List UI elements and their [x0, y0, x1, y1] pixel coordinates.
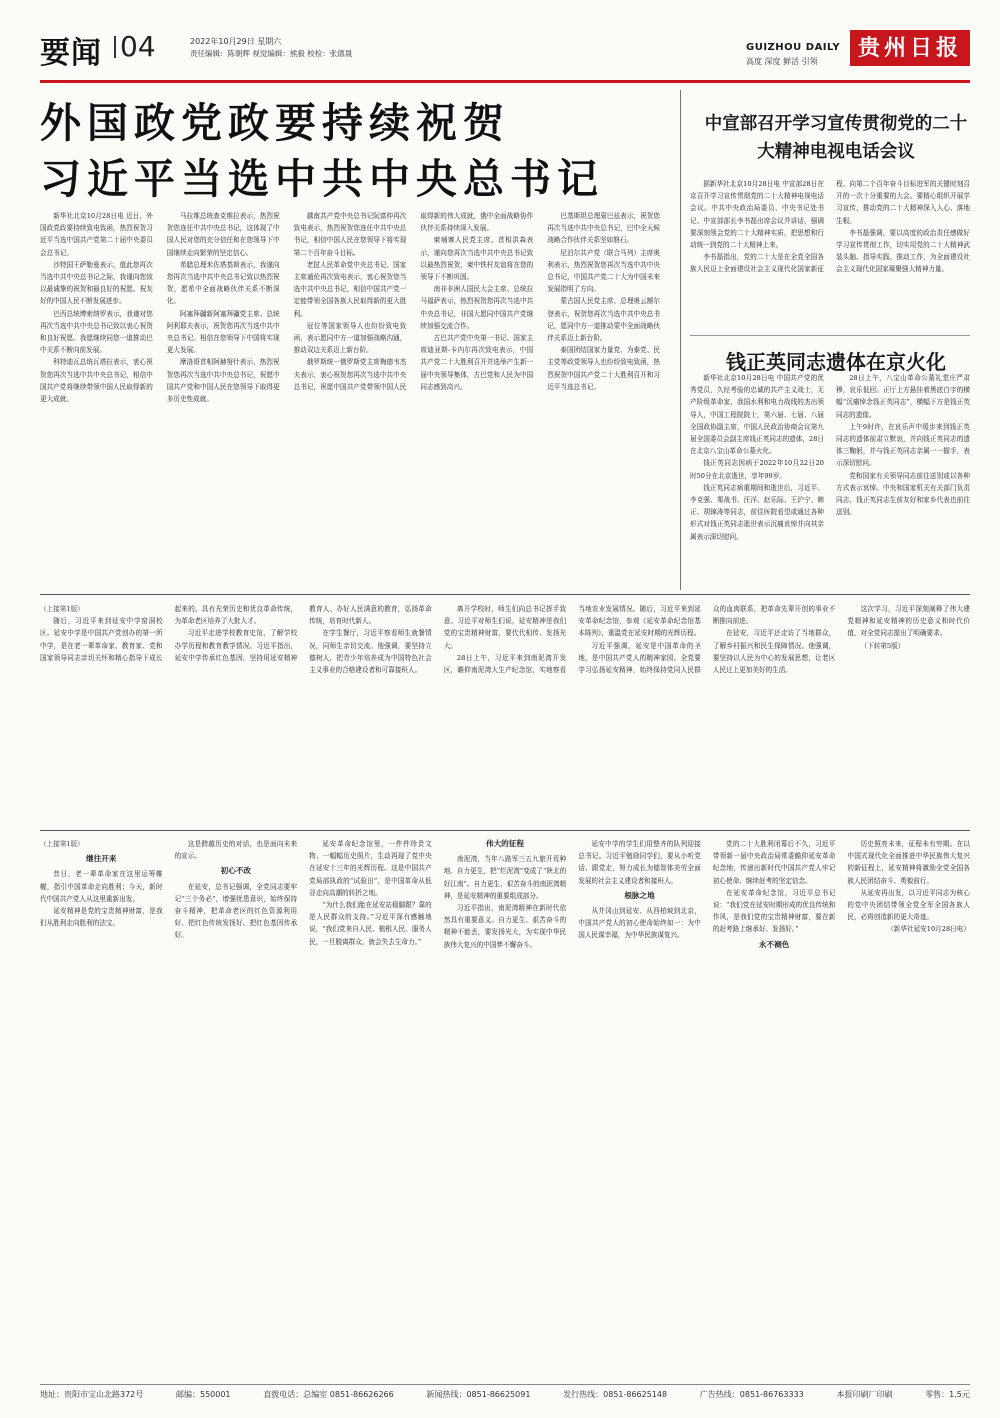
header-divider	[40, 80, 970, 83]
article-paragraph: 这次学习，习近平深刻阐释了伟大建党精神和延安精神的历史意义和时代价值，对全党同志提出了明确要求。	[847, 605, 970, 638]
continuation-article-1	[40, 603, 970, 823]
article-subhead: 伟大的征程	[485, 839, 524, 848]
article-subhead: 永不褪色	[758, 939, 790, 949]
article-paragraph: 据新华社北京10月28日电 中宣部28日在京召开学习宣传贯彻党的二十大精神电视电话会议。中共中央政治局委员、中央书记处书记、中宣部部长李书磊出席会议并讲话，强调要深刻领会党的二十大精神实质，把思想和行动统一到党的二十大精神上来。	[690, 180, 824, 250]
article-paragraph: （下转第5版）	[860, 641, 905, 650]
article-paragraph: 南泥湾，当年八路军三五九旅开荒种地、自力更生，把“烂泥湾”变成了“陕北的好江南”。自力更生、艰苦奋斗的南泥湾精神，是延安精神的重要组成部分。	[443, 855, 567, 900]
article-paragraph: 阿塞拜疆新阿塞拜疆党主席、总统阿利耶夫表示，祝贺您再次当选中共中央总书记。相信在您领导下中国将实现更大发展。	[166, 309, 280, 355]
brand-english-name: GUIZHOU DAILY	[746, 42, 841, 53]
article-paragraph: 老挝人民革命党中央总书记、国家主席通伦再次致电表示，衷心祝贺您当选中共中央总书记，相信中国共产党一定能带领全国各族人民取得新的更大胜利。	[293, 260, 407, 318]
article-subhead: 根脉之地	[624, 890, 655, 900]
article-paragraph: 沙特国王萨勒曼表示，值此您再次当选中共中央总书记之际，我谨向您致以最诚挚的祝贺和最良好的祝愿。祝友好的中国人民不断发展进步。	[40, 260, 153, 306]
footer-printer: 本报印刷厂印刷	[836, 1390, 893, 1399]
article-paragraph: 历史照亮未来，征程未有穷期。在以中国式现代化全面推进中华民族伟大复兴的新征程上，延安精神将激励全党全国各族人民团结奋斗、勇毅前行。	[847, 840, 970, 885]
footer-price: 零售：1.5元	[925, 1390, 970, 1399]
footer-ad-phone: 广告热线：0851-86763333	[699, 1390, 804, 1399]
footer	[40, 1389, 970, 1400]
article-paragraph: 习近平指出，南泥湾精神在新时代依然具有重要意义。自力更生、艰苦奋斗的精神不能丢，要发扬光大，为实现中华民族伟大复兴的中国梦不懈奋斗。	[443, 904, 567, 949]
sidebar-bottom-body	[690, 372, 970, 585]
article-paragraph: 延安革命纪念馆里，一件件珍贵文物、一幅幅历史照片，生动再现了党中央在延安十三年的光辉历程。这是中国共产党局部执政的“试验田”，是中国革命从低谷走向高潮的转折之地。	[309, 840, 432, 897]
article-paragraph: 李书磊指出，党的二十大是在全党全国各族人民迈上全面建设社会主义现代化国家新征程、向第二个百年奋斗目标进军的关键时刻召开的一次十分重要的大会。要精心组织开展学习宣传，推动党的二十大精神深入人心、落地生根。	[690, 180, 970, 274]
article-paragraph: 摩洛哥首相阿赫努什表示，热烈祝贺您再次当选中共中央总书记，祝愿中国共产党和中国人民在您领导下取得更多历史性成就。	[166, 358, 280, 404]
article-paragraph: 马拉维总统查克维拉表示，热烈祝贺您连任中共中央总书记，这体现了中国人民对您的充分信任和在您领导下中国继续走向繁荣的坚定信心。	[166, 212, 280, 257]
column-divider	[680, 90, 681, 590]
continuation-label: （上接第1版）	[40, 840, 84, 848]
article-paragraph: 在延安革命纪念馆，习近平总书记说：“我们党在延安时期形成的优良传统和作风，是我们党的宝贵精神财富，要在新的赶考路上继承好、发扬好。”	[712, 888, 836, 934]
lead-article-body	[40, 210, 660, 585]
article-paragraph: 28日上午，习近平来到南泥湾开发区，瞻仰南泥湾大生产纪念馆，实地察看当地农业发展情况。随后，习近平来到延安革命纪念馆，参观《延安革命纪念馆基本陈列》，重温党在延安时期的光辉历程。	[443, 605, 701, 675]
continuation-article-2	[40, 838, 970, 1376]
brand-slogan: 高度 深度 鲜活 引领	[746, 57, 818, 66]
article-paragraph: 离开学校时，师生们向总书记挥手致意。习近平对师生们说，延安精神是我们党的宝贵精神财富，要代代相传、发扬光大。	[443, 605, 567, 650]
article-paragraph: 昔日，老一辈革命家在这里运筹帷幄，指引中国革命走向胜利；今天，新时代中国共产党人从这里重新出发。	[40, 870, 163, 903]
article-paragraph: 尼泊尔共产党（联合马列）主席奥利表示，热烈祝贺您再次当选中共中央总书记，中国共产党二十大为中国未来发展指明了方向。	[547, 248, 660, 294]
footer-postcode: 邮编：550001	[175, 1390, 231, 1399]
lead-headline	[40, 95, 660, 207]
article-paragraph: 这是跨越历史的对话，也是面向未来的宣示。	[174, 840, 298, 861]
page-number-value: 04	[120, 30, 156, 63]
article-paragraph: 柬埔寨人民党主席、首相洪森表示，谨向您再次当选中共中央总书记致以最热烈祝贺，柬中铁杆友谊将在您的领导下不断巩固。	[420, 236, 534, 282]
article-paragraph: 习近平强调，延安是中国革命的圣地，是中国共产党人的精神家园。全党要学习弘扬延安精神，始终保持党同人民群众的血肉联系，把革命先辈开创的事业不断推向前进。	[578, 605, 836, 675]
article-paragraph: 越南共产党中央总书记阮富仲再次致电表示，热烈祝贺您连任中共中央总书记，相信中国人民在您领导下将实现第二个百年奋斗目标。	[293, 212, 407, 257]
article-subhead: 继往开来	[86, 854, 117, 864]
article-paragraph: 随后，习近平来到延安中学窑洞校区。延安中学是中国共产党创办的第一所中学，是在老一辈革命家、教育家、党和国家领导同志亲切关怀和精心指导下成长起来的。具有光荣历史和优良革命传统，为革命老区培养了大批人才。	[40, 605, 298, 662]
article-paragraph: 在延安，总书记强调，全党同志要牢记“三个务必”，增强忧患意识，始终保持奋斗精神，把革命老区的红色资源利用好、把红色传统发扬好、把红色基因传承好。	[174, 882, 298, 940]
article-paragraph: 李书磊强调，要以高度的政治责任感做好学习宣传贯彻工作，切实用党的二十大精神武装头脑、指导实践、推动工作，为全面建设社会主义现代化国家凝聚强大精神力量。	[836, 228, 970, 274]
article-paragraph: 巴基斯坦总理夏巴兹表示，祝贺您再次当选中共中央总书记，巴中全天候战略合作伙伴关系坚如磐石。	[547, 212, 660, 245]
article-paragraph: 蒙古国人民党主席、总理奥云额尔登表示，祝贺您再次当选中共中央总书记，愿同中方一道推动蒙中全面战略伙伴关系迈上新台阶。	[547, 297, 660, 343]
article-paragraph: 党和国家有关领导同志前往送别或以各种方式表示哀悼。中央和国家机关有关部门负责同志，钱正英同志生前友好和家乡代表也前往送别。	[836, 471, 970, 517]
footer-subscription-phone: 发行热线：0851-86625148	[563, 1390, 668, 1399]
section-divider	[40, 830, 970, 831]
article-paragraph: 在延安，习近平还走访了当地群众，了解乡村振兴和民生保障情况。他强调，要坚持以人民为中心的发展思想，让老区人民过上更加美好的生活。	[712, 629, 836, 675]
article-paragraph: 在学生餐厅，习近平察看师生就餐情况，同师生亲切交流。他强调，要坚持立德树人，把青少年培养成为中国特色社会主义事业的合格建设者和可靠接班人。	[309, 629, 432, 675]
page-number	[114, 30, 156, 63]
section-title: 要闻	[40, 36, 102, 71]
article-paragraph: 钱正英同志因病于2022年10月22日20时50分在北京逝世，享年99岁。	[690, 459, 824, 480]
masthead	[40, 28, 970, 74]
page-number-divider	[114, 36, 116, 58]
article-paragraph: 南非非洲人国民大会主席、总统拉马福萨表示，热烈祝贺您再次当选中共中央总书记，非国大愿同中国共产党继续加强交流合作。	[420, 285, 534, 330]
article-paragraph: 古巴共产党中央第一书记、国家主席迪亚斯-卡内尔再次致电表示，中国共产党二十大胜利召开并选举产生新一届中央领导集体，古巴党和人民为中国同志感到高兴。	[420, 334, 534, 391]
article-subhead: 初心不改	[220, 866, 252, 876]
article-paragraph: “为什么我们能在延安站稳脚跟？靠的是人民群众的支持。”习近平深有感触地说，“我们党来自人民、植根人民、服务人民，一旦脱离群众，就会失去生命力。”	[309, 901, 432, 946]
article-paragraph: 钱正英同志病重期间和逝世后，习近平、李克强、栗战书、汪洋、赵乐际、王沪宁、韩正、胡锦涛等同志，前往医院看望或通过各种形式对钱正英同志逝世表示沉痛哀悼并向其亲属表示深切慰问。	[690, 483, 824, 541]
newspaper-logo: 贵州日报	[850, 30, 970, 66]
sidebar-bottom-headline: 钱正英同志遗体在京火化	[726, 350, 946, 374]
lead-headline-line-2: 习近平当选中共中央总书记	[40, 155, 604, 203]
article-paragraph: 习近平走进学校教育史馆，了解学校办学历程和教育教学情况。习近平指出，延安中学传承红色基因，坚持用延安精神教育人、办好人民满意的教育，弘扬革命传统，培育时代新人。	[174, 605, 432, 662]
article-paragraph: 科特迪瓦总统瓦塔拉表示，衷心祝贺您再次当选中共中央总书记，相信中国共产党将继续带领中国人民取得新的更大成就。	[40, 358, 153, 404]
article-paragraph: 冠位等国家领导人也纷纷致电致函，表示愿同中方一道加强战略沟通，推动双边关系迈上新台阶。	[293, 321, 407, 355]
article-paragraph: 新华社北京10月28日电 近日，外国政党政要持续致电致函，热烈祝贺习近平当选中国共产党第二十届中央委员会总书记。	[40, 212, 153, 257]
article-paragraph: 巴西总统博索纳罗表示，我谨对您再次当选中共中央总书记致以衷心祝贺和良好祝愿。我愿继续同您一道推动巴中关系不断向前发展。	[40, 309, 153, 355]
article-paragraph: 28日上午，八宝山革命公墓礼堂庄严肃穆，哀乐低回。正厅上方悬挂着黑底白字的横幅“沉痛悼念钱正英同志”，横幅下方是钱正英同志的遗像。	[836, 374, 970, 419]
article-paragraph: 俄罗斯统一俄罗斯党主席梅德韦杰夫表示，衷心祝贺您再次当选中共中央总书记，祝愿中国共产党带领中国人民取得新的伟大成就，俄中全面战略协作伙伴关系持续深入发展。	[293, 212, 534, 391]
footer-divider	[40, 1384, 970, 1385]
article-paragraph: 泰国团结国家力量党、为泰党、民主党等政党领导人也纷纷致电致函，热烈祝贺中国共产党二十大胜利召开和习近平当选总书记。	[547, 346, 660, 391]
article-paragraph: 从延安再出发，以习近平同志为核心的党中央团结带领全党全军全国各族人民，必将创造新的更大奇迹。	[847, 888, 970, 922]
article-paragraph: 延安中学的学生们用整齐的队列迎接总书记。习近平勉励同学们，要从小听党话、跟党走，努力成长为德智体美劳全面发展的社会主义建设者和接班人。	[578, 840, 701, 885]
article-paragraph: （新华社延安10月28日电）	[887, 925, 970, 934]
publication-date: 2022年10月29日 星期六	[190, 37, 282, 46]
footer-editorial-phone: 直拨电话：总编室 0851-86626266	[263, 1390, 394, 1399]
article-paragraph: 延安精神是党的宝贵精神财富，是我们从胜利走向胜利的法宝。	[40, 907, 163, 928]
sidebar-divider	[690, 335, 970, 336]
article-paragraph: 上午9时许，在哀乐声中缓步来到钱正英同志的遗体前肃立默哀，并向钱正英同志的遗体三鞠躬，并与钱正英同志亲属一一握手，表示深切慰问。	[836, 422, 970, 468]
sidebar-top-body	[690, 178, 970, 333]
section-divider	[40, 594, 970, 595]
article-paragraph: 从井冈山到延安、从西柏坡到北京，中国共产党人的初心使命始终如一：为中国人民谋幸福，为中华民族谋复兴。	[578, 907, 701, 940]
editorial-staff: 责任编辑：陈朝辉 视觉编辑：熊毅 校检：张德晟	[190, 49, 353, 58]
footer-address: 地址：贵阳市宝山北路372号	[40, 1390, 144, 1399]
article-paragraph: 新华社北京10月28日电 中国共产党的优秀党员，久经考验的忠诚的共产主义战士，无产阶级革命家，我国水利和电力战线的杰出领导人，中国工程院院士，第六届、七届、八届全国政协副主席，中国人民政治协商会议第九届全国委员会副主席钱正英同志的遗体，28日在北京八宝山革命公墓火化。	[690, 374, 824, 456]
lead-headline-line-1: 外国政党政要持续祝贺	[40, 99, 510, 147]
article-paragraph: 党的二十大胜利闭幕后不久，习近平带领新一届中央政治局常委瞻仰延安革命纪念地，传递出新时代中国共产党人牢记初心使命、继续赶考的坚定信念。	[712, 840, 836, 885]
continuation-label: （上接第1版）	[40, 605, 84, 613]
article-paragraph: 希腊总理米佐塔基斯表示，我谨向您再次当选中共中央总书记致以热烈祝贺，愿希中全面战略伙伴关系不断深化。	[166, 260, 280, 306]
footer-news-phone: 新闻热线：0851-86625091	[426, 1390, 531, 1399]
sidebar-top-headline: 中宣部召开学习宣传贯彻党的二十大精神电视电话会议	[704, 114, 968, 162]
